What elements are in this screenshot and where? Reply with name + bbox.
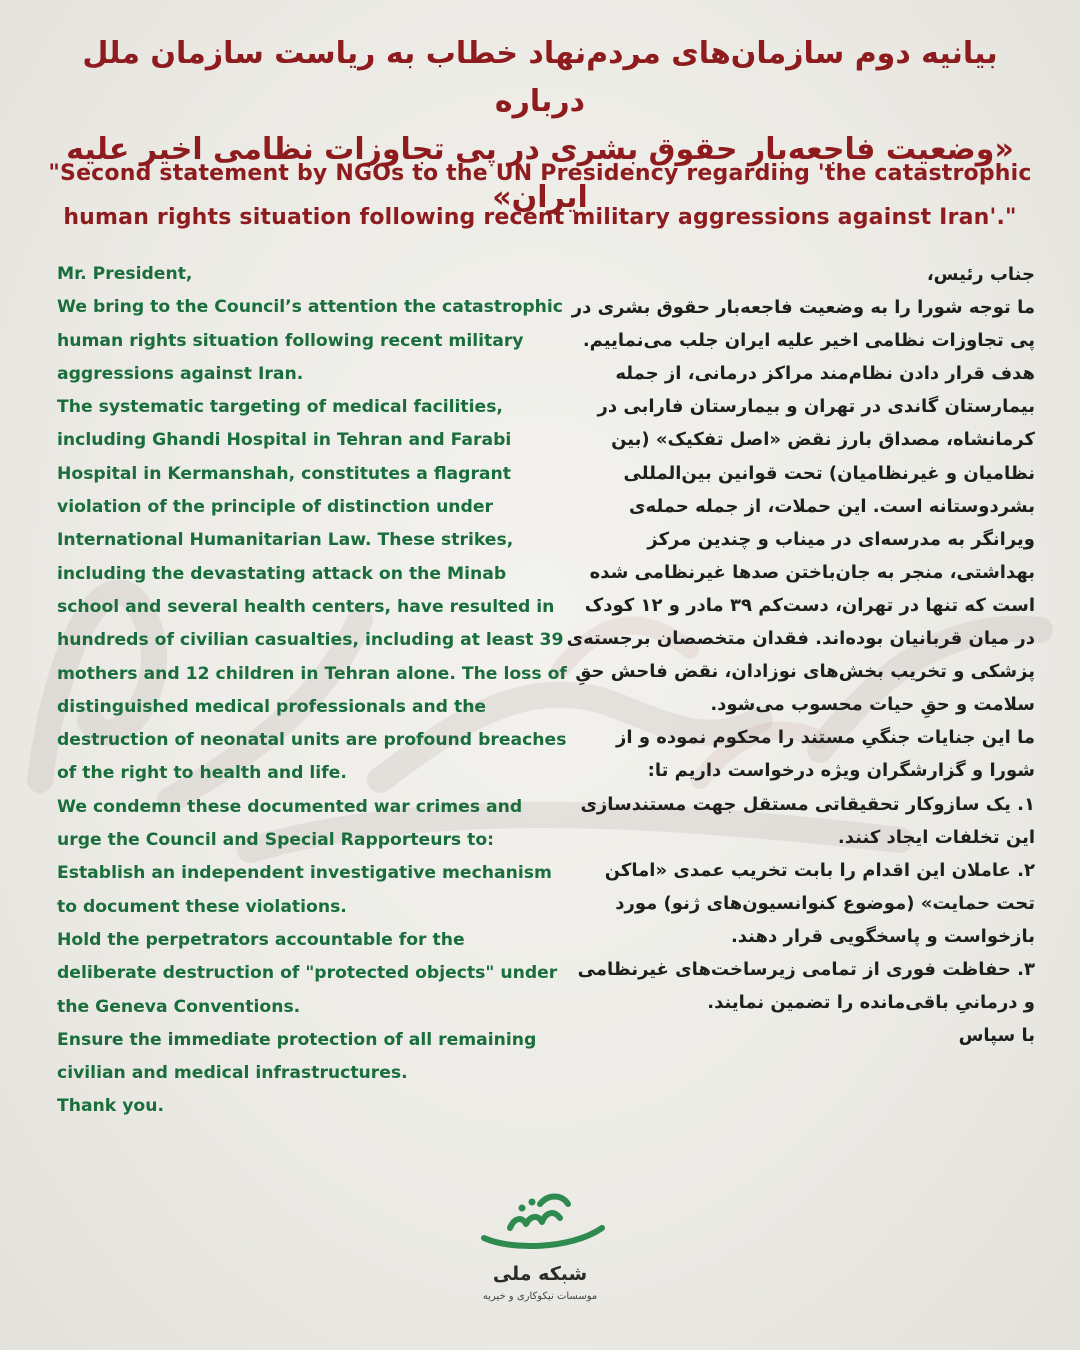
- logo-subtitle: موسسات نیکوکاری و خیریه: [482, 1291, 598, 1302]
- english-request-2: Hold the perpetrators accountable for the deliberate destruction of "protected objects" under the Geneva Conventions.: [57, 929, 558, 1017]
- english-title-line-1: "Second statement by NGOs to the UN Presidency regarding 'the catastrophic: [48, 161, 1032, 186]
- english-request-1: Establish an independent investigative mechanism to document these violations.: [57, 863, 552, 917]
- logo-mark-icon: [470, 1188, 610, 1258]
- persian-title-line-2: «وضعیت فاجعه‌بار حقوق بشری در پی تجاوزات نظامی اخیر علیه ایران»: [66, 132, 1014, 215]
- english-title: [20, 152, 1060, 240]
- english-closing: Thank you.: [57, 1096, 164, 1117]
- persian-title-line-1: بیانیه دوم سازمان‌های مردم‌نهاد خطاب به ریاست سازمان ملل درباره: [82, 36, 998, 119]
- english-paragraph-2: The systematic targeting of medical facilities, including Ghandi Hospital in Tehran and Farabi Hospital in Kermanshah, constitutes a flagrant violation of the principle of distinction under International Humanitarian Law. These strikes, including the devastating attack on the Minab school and several health centers, have resulted in hundreds of civilian casualties, including at least 39 mothers and 12 children in Tehran alone. The loss of distinguished medical professionals and the destruction of neonatal units are profound breaches of the right to health and life.: [57, 397, 567, 784]
- persian-statement: [565, 258, 1035, 1052]
- persian-request-2: ۲. عاملان این اقدام را بابت تخریب عمدی «اماکن تحت حمایت» (موضوع کنوانسیون‌های ژنو) مورد بازخواست و پاسخگویی قرار دهند.: [604, 859, 1035, 947]
- persian-paragraph-1: ما توجه شورا را به وضعیت فاجعه‌بار حقوق بشری در پی تجاوزات نظامی اخیر علیه ایران جلب می‌نماییم.: [571, 297, 1035, 352]
- persian-paragraph-3: ما این جنایات جنگیِ مستند را محکوم نموده و از شورا و گزارشگران ویژه درخواست داریم تا:: [616, 727, 1035, 782]
- persian-paragraph-2: هدف قرار دادن نظام‌مند مراکز درمانی، از جمله بیمارستان گاندی در تهران و بیمارستان فارابی در کرمانشاه، مصداق بارز نقض «اصل تفکیک» (بین نظامیان و غیرنظامیان) تحت قوانین بین‌المللی بشردوستانه است. این حملات، از جمله حمله‌ی ویرانگر به مدرسه‌ای در میناب و چندین مرکز بهداشتی، منجر به جان‌باختن صدها غیرنظامی شده است که تنها در تهران، دست‌کم ۳۹ مادر و ۱۲ کودک در میان قربانیان بوده‌اند. فقدان متخصصان برجسته‌ی پزشکی و تخریب بخش‌های نوزادان، نقض فاحش حقِ سلامت و حقِ حیات محسوب می‌شود.: [566, 363, 1035, 716]
- persian-request-3: ۳. حفاظت فوری از تمامی زیرساخت‌های غیرنظامی و درمانیِ باقی‌مانده را تضمین نمایند.: [577, 958, 1035, 1014]
- english-salutation: Mr. President,: [57, 264, 193, 284]
- english-statement: [57, 258, 567, 1124]
- persian-salutation: جناب رئیس،: [926, 264, 1035, 285]
- persian-closing: با سپاس: [958, 1025, 1035, 1047]
- english-paragraph-1: We bring to the Council’s attention the catastrophic human rights situation following recent military aggressions against Iran.: [57, 297, 563, 384]
- english-paragraph-3: We condemn these documented war crimes and urge the Council and Special Rapporteurs to:: [57, 796, 523, 851]
- logo-name: شبکه ملی: [492, 1263, 588, 1285]
- english-request-3: Ensure the immediate protection of all remaining civilian and medical infrastructures.: [57, 1029, 537, 1084]
- organization-logo: [440, 1188, 640, 1318]
- persian-request-1: ۱. یک سازوکار تحقیقاتی مستقل جهت مستندسازی این تخلفات ایجاد کنند.: [580, 793, 1035, 848]
- english-title-line-2: human rights situation following recent military aggressions against Iran'.": [63, 205, 1017, 230]
